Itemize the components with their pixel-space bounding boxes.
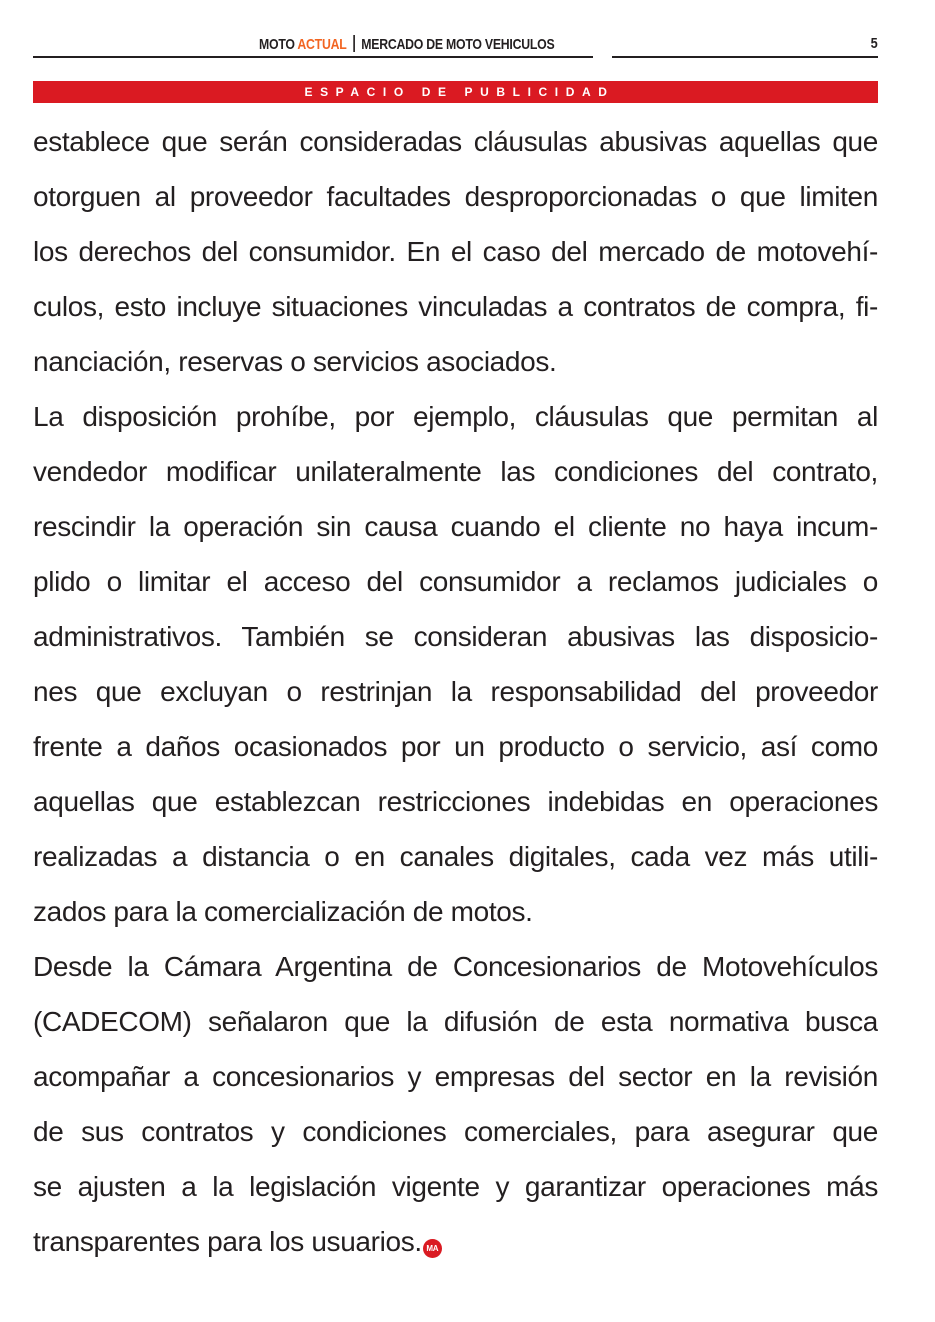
text-line: nes que excluyan o restrinjan la responsabilidad del proveedor <box>33 676 878 707</box>
text-line: rescindir la operación sin causa cuando el cliente no haya incum- <box>33 511 878 542</box>
section-title: MERCADO DE MOTO VEHICULOS <box>361 36 555 53</box>
text-line: establece que serán consideradas cláusulas abusivas aquellas que <box>33 126 878 157</box>
text-line: Desde la Cámara Argentina de Concesionarios de Motovehículos <box>33 951 878 982</box>
text-line: los derechos del consumidor. En el caso del mercado de motovehí- <box>33 236 878 267</box>
text-line: administrativos. También se consideran abusivas las disposicio- <box>33 621 878 652</box>
text-line: culos, esto incluye situaciones vinculadas a contratos de compra, fi- <box>33 291 878 322</box>
article-body <box>33 114 878 1269</box>
text-line: plido o limitar el acceso del consumidor a reclamos judiciales o <box>33 566 878 597</box>
advertising-banner <box>33 81 878 103</box>
running-header-title <box>259 35 554 53</box>
text-line: nanciación, reservas o servicios asociados. <box>33 346 557 377</box>
header-rule-right <box>612 56 878 58</box>
brand-actual: ACTUAL <box>297 36 347 53</box>
text-line: realizadas a distancia o en canales digitales, cada vez más utili- <box>33 841 878 872</box>
text-line: se ajusten a la legislación vigente y garantizar operaciones más <box>33 1171 878 1202</box>
header-separator <box>353 35 355 52</box>
text-line: vendedor modificar unilateralmente las condiciones del contrato, <box>33 456 878 487</box>
text-line: frente a daños ocasionados por un producto o servicio, así como <box>33 731 878 762</box>
text-line: aquellas que establezcan restricciones indebidas en operaciones <box>33 786 878 817</box>
text-line: (CADECOM) señalaron que la difusión de esta normativa busca <box>33 1006 878 1037</box>
text-line: otorguen al proveedor facultades desproporcionadas o que limiten <box>33 181 878 212</box>
text-line: de sus contratos y condiciones comerciales, para asegurar que <box>33 1116 878 1147</box>
header-rule-left <box>33 56 593 58</box>
text-line-final <box>33 1214 878 1269</box>
advertising-label: ESPACIO DE PUBLICIDAD <box>304 85 615 99</box>
page-number: 5 <box>870 35 878 52</box>
brand-moto: MOTO <box>259 36 295 53</box>
text-line: acompañar a concesionarios y empresas del sector en la revisión <box>33 1061 878 1092</box>
page-header <box>0 0 935 60</box>
text-line: zados para la comercialización de motos. <box>33 896 533 927</box>
final-text: transparentes para los usuarios. <box>33 1226 422 1257</box>
end-mark-icon: MA <box>423 1239 442 1258</box>
text-line: La disposición prohíbe, por ejemplo, cláusulas que permitan al <box>33 401 878 432</box>
